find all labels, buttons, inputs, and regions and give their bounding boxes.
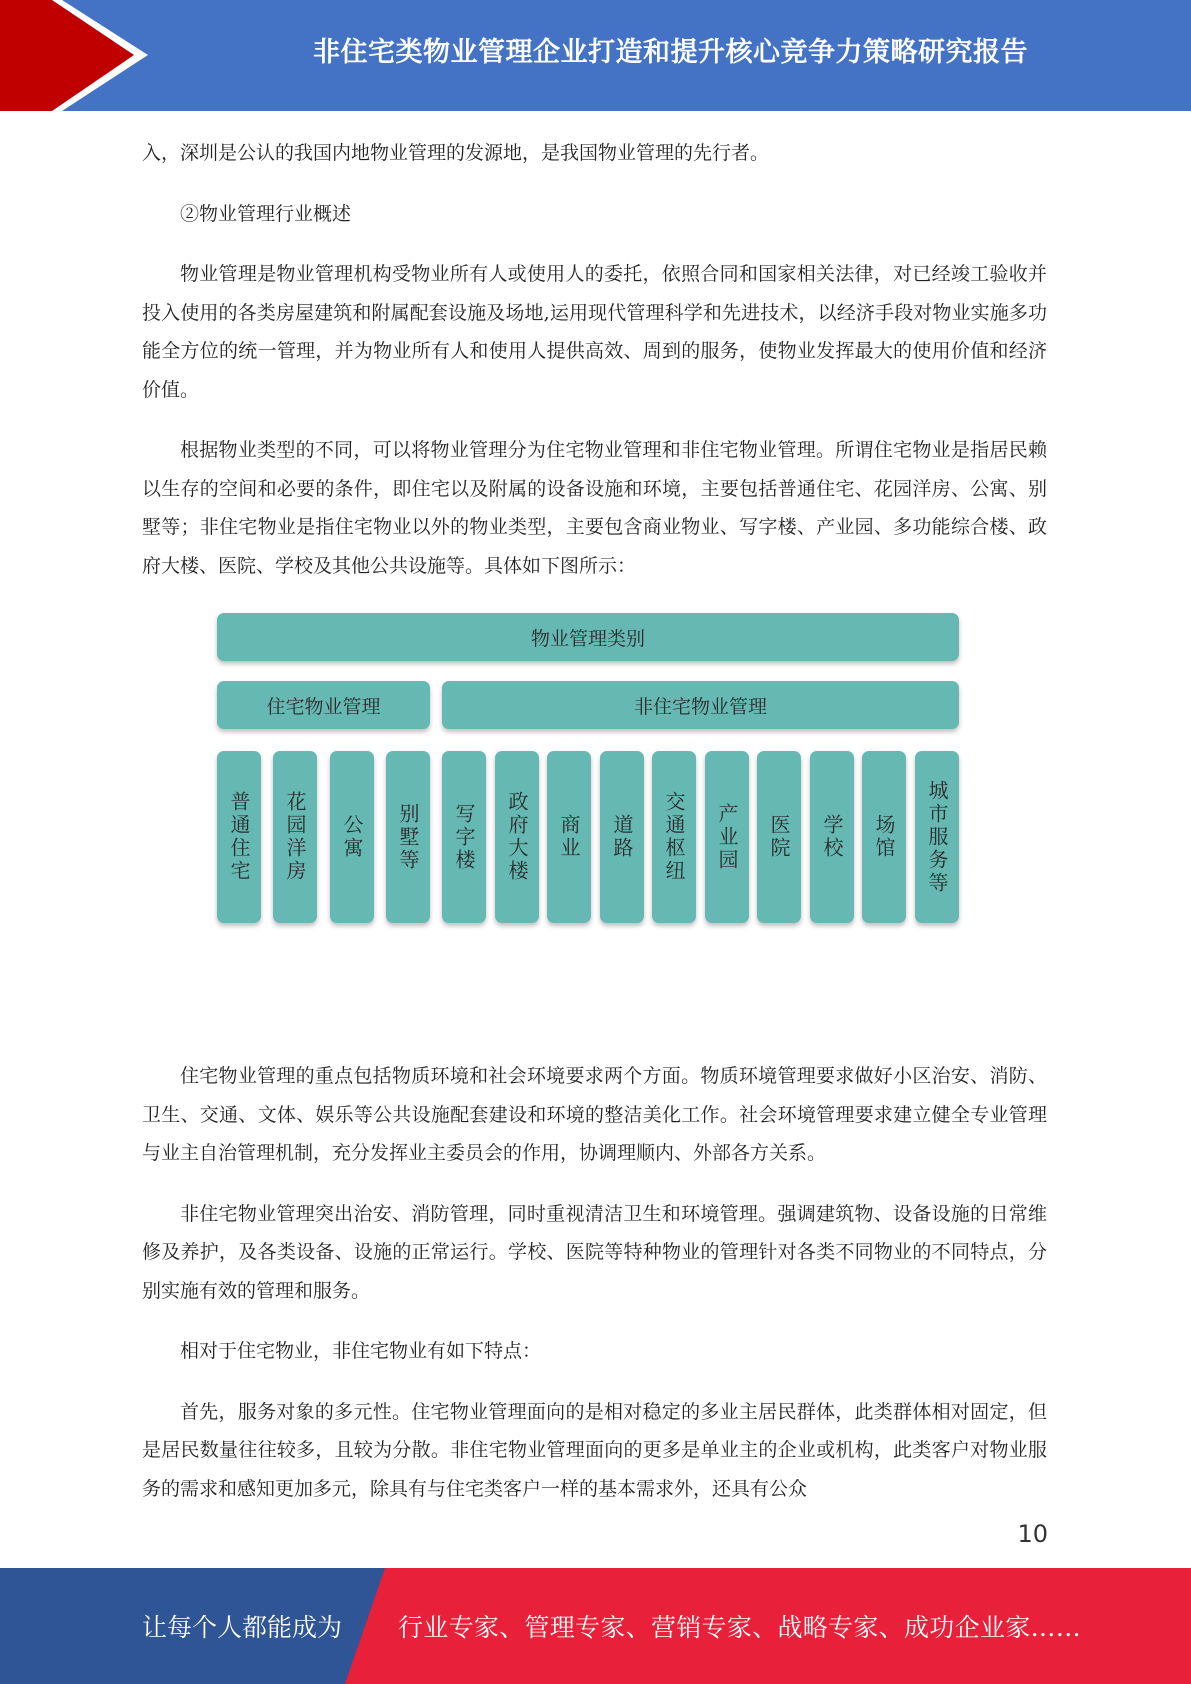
paragraph: 入，深圳是公认的我国内地物业管理的发源地，是我国物业管理的先行者。	[142, 142, 770, 164]
section-subheading: ②物业管理行业概述	[180, 202, 352, 225]
diagram-leaf: 场馆	[862, 751, 906, 923]
paragraph: 非住宅物业管理突出治安、消防管理，同时重视清洁卫生和环境管理。强调建筑物、设备设施的日常维修及养护，及各类设备、设施的正常运行。学校、医院等特种物业的管理针对各类不同物业的不同特点，分别实施有效的管理和服务。	[142, 1202, 1047, 1302]
diagram-non-residential: 非住宅物业管理	[442, 681, 959, 729]
diagram-leaf: 医院	[757, 751, 801, 923]
footer-slogan-left: 让每个人都能成为	[142, 1613, 343, 1642]
paragraph: 相对于住宅物业，非住宅物业有如下特点：	[180, 1340, 542, 1362]
diagram-leaf: 别墅等	[386, 751, 430, 923]
diagram-root: 物业管理类别	[217, 613, 959, 661]
page-number: 10	[1017, 1520, 1048, 1548]
diagram-leaf: 城市服务等	[915, 751, 959, 923]
diagram-leaf: 交通枢纽	[652, 751, 696, 923]
diagram-leaf: 公寓	[330, 751, 374, 923]
paragraph: 首先，服务对象的多元性。住宅物业管理面向的是相对稳定的多业主居民群体，此类群体相对固定，但是居民数量往往较多，且较为分散。非住宅物业管理面向的更多是单业主的企业或机构，此类客户对物业服务的需求和感知更加多元，除具有与住宅类客户一样的基本需求外，还具有公众	[142, 1400, 1047, 1500]
footer-slogan-right: 行业专家、管理专家、营销专家、战略专家、成功企业家……	[398, 1613, 1082, 1642]
paragraph: 根据物业类型的不同，可以将物业管理分为住宅物业管理和非住宅物业管理。所谓住宅物业是指居民赖以生存的空间和必要的条件，即住宅以及附属的设备设施和环境，主要包括普通住宅、花园洋房、公寓、别墅等；非住宅物业是指住宅物业以外的物业类型，主要包含商业物业、写字楼、产业园、多功能综合楼、政府大楼、医院、学校及其他公共设施等。具体如下图所示：	[142, 439, 1047, 577]
diagram-leaf: 普通住宅	[217, 751, 261, 923]
diagram-leaf: 花园洋房	[273, 751, 317, 923]
page-header	[0, 0, 1191, 111]
diagram-leaf: 道路	[600, 751, 644, 923]
diagram-leaf: 商业	[547, 751, 591, 923]
diagram-leaf: 产业园	[705, 751, 749, 923]
diagram-leaf: 写字楼	[442, 751, 486, 923]
page-footer	[0, 1568, 1191, 1684]
paragraph: 住宅物业管理的重点包括物质环境和社会环境要求两个方面。物质环境管理要求做好小区治安、消防、卫生、交通、文体、娱乐等公共设施配套建设和环境的整洁美化工作。社会环境管理要求建立健全专业管理与业主自治管理机制，充分发挥业主委员会的作用，协调理顺内、外部各方关系。	[142, 1065, 1047, 1164]
header-chevron-icon	[0, 0, 160, 111]
paragraph: 物业管理是物业管理机构受物业所有人或使用人的委托，依照合同和国家相关法律，对已经竣工验收并投入使用的各类房屋建筑和附属配套设施及场地,运用现代管理科学和先进技术，以经济手段对物业实施多功能全方位的统一管理，并为物业所有人和使用人提供高效、周到的服务，使物业发挥最大的使用价值和经济价值。	[142, 263, 1047, 401]
diagram-residential: 住宅物业管理	[217, 681, 430, 729]
report-title: 非住宅类物业管理企业打造和提升核心竞争力策略研究报告	[313, 37, 1028, 68]
property-category-diagram	[142, 613, 1047, 1023]
diagram-leaf: 学校	[810, 751, 854, 923]
diagram-leaf: 政府大楼	[495, 751, 539, 923]
document-body	[142, 134, 1047, 1530]
